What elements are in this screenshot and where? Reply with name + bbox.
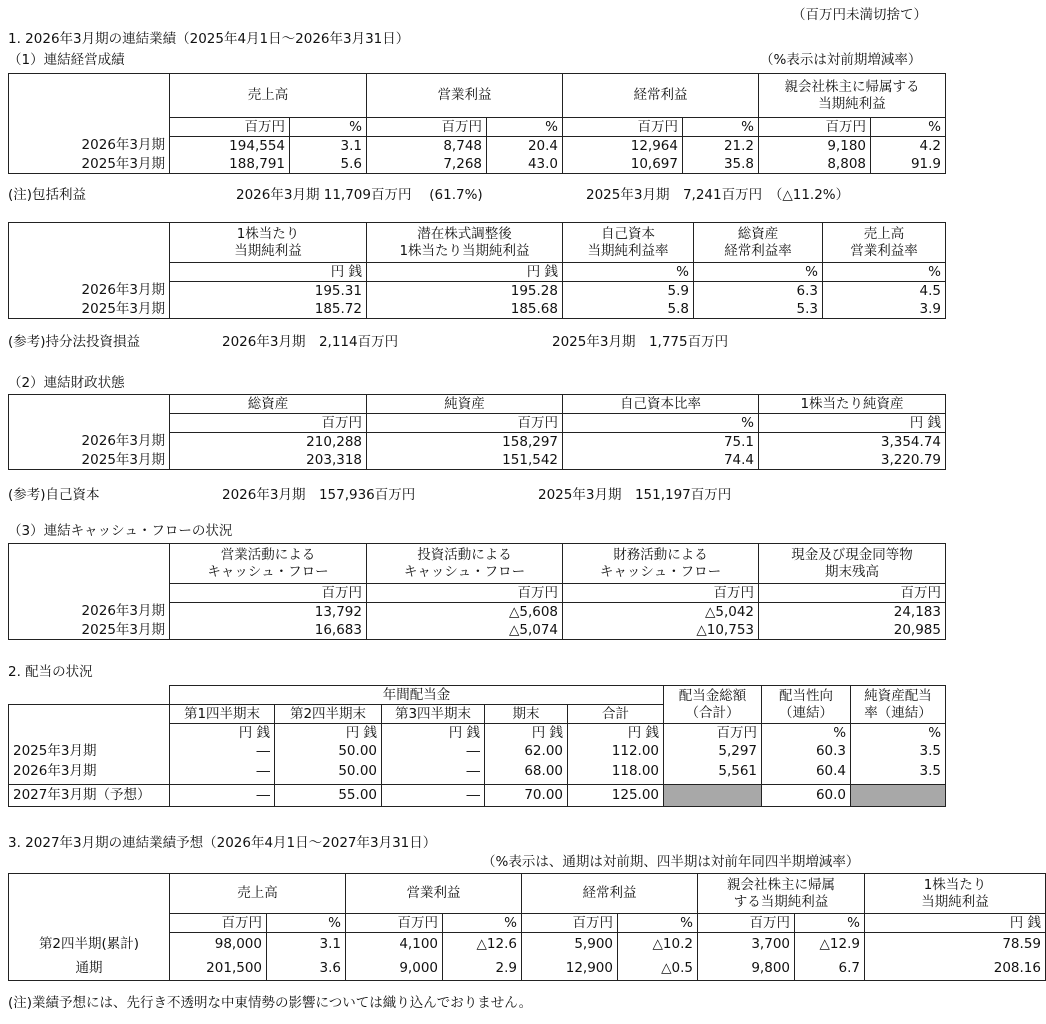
forecast-table (8, 873, 1046, 981)
section-3-title: 3. 2027年3月期の連結業績予想（2026年4月1日～2027年3月31日） (8, 835, 437, 851)
header-annual-dividend: 年間配当金 (170, 686, 664, 705)
header-investing-cf-line1: 投資活動による (417, 546, 512, 563)
value-cell: △5,608 (367, 603, 563, 622)
equity-method-current: 2026年3月期 2,114百万円 (222, 334, 399, 350)
unit-cell: % (443, 914, 522, 933)
value-cell: 5,561 (664, 760, 762, 784)
value-cell: 5.9 (563, 282, 694, 301)
unit-cell: % (694, 263, 823, 282)
value-cell: 3.5 (851, 742, 946, 760)
header-roa-line2: 経常利益率 (724, 242, 792, 259)
value-cell: 78.59 (865, 933, 1046, 957)
header-operating-margin-line1: 売上高 (863, 225, 905, 242)
value-cell: 98,000 (170, 933, 267, 957)
shaded-cell (851, 784, 946, 806)
value-cell: 12,964 (563, 137, 683, 156)
unit-cell: 百万円 (698, 914, 795, 933)
value-cell: 4.5 (823, 282, 946, 301)
unit-cell: % (823, 263, 946, 282)
equity-label: (参考)自己資本 (8, 487, 100, 503)
value-cell: 2.9 (443, 957, 522, 981)
value-cell: 50.00 (275, 742, 382, 760)
value-cell: 6.3 (694, 282, 823, 301)
value-cell: 195.31 (170, 282, 367, 301)
value-cell: 10,697 (563, 155, 683, 174)
unit-cell: 百万円 (170, 414, 367, 433)
value-cell: 185.72 (170, 300, 367, 319)
unit-cell: 百万円 (170, 118, 290, 137)
unit-cell: % (871, 118, 946, 137)
value-cell: 20.4 (487, 137, 563, 156)
header-eps (170, 223, 367, 263)
value-cell: ― (382, 760, 485, 784)
header-total-dividends (664, 686, 762, 724)
row-label: 2025年3月期 (9, 155, 170, 174)
value-cell: 4.2 (871, 137, 946, 156)
value-cell: 6.7 (795, 957, 865, 981)
value-cell: 3.1 (290, 137, 367, 156)
section-3-note: （%表示は、通期は対前期、四半期は対前年同四半期増減率） (482, 854, 860, 870)
header-doe-line2: 率（連結） (864, 704, 932, 721)
unit-cell: 円 銭 (275, 724, 382, 743)
unit-cell: 百万円 (170, 914, 267, 933)
header-q1: 第1四半期末 (170, 705, 275, 724)
header-diluted-eps-line2: 1株当たり当期純利益 (399, 242, 530, 259)
value-cell: 210,288 (170, 433, 367, 452)
section-1a-note: （%表示は対前期増減率） (760, 52, 922, 68)
row-label: 2026年3月期 (9, 137, 170, 156)
unit-label-blank (9, 118, 170, 137)
financial-position-table (8, 394, 946, 470)
row-label: 2025年3月期 (9, 300, 170, 319)
header-diluted-eps-line1: 潜在株式調整後 (417, 225, 512, 242)
value-cell: 3.1 (267, 933, 346, 957)
value-cell: 112.00 (568, 742, 664, 760)
header-q2: 第2四半期末 (275, 705, 382, 724)
value-cell: 24,183 (759, 603, 946, 622)
header-blank (9, 874, 170, 914)
unit-label-blank (9, 414, 170, 433)
equity-method-previous: 2025年3月期 1,775百万円 (552, 334, 729, 350)
header-total-dividends-line1: 配当金総額 (678, 687, 747, 704)
row-label: 通期 (9, 957, 170, 981)
comprehensive-income-label: (注)包括利益 (8, 187, 87, 203)
value-cell: 20,985 (759, 621, 946, 640)
value-cell: 5.8 (563, 300, 694, 319)
value-cell: 194,554 (170, 137, 290, 156)
value-cell: 68.00 (485, 760, 568, 784)
header-eps (865, 874, 1046, 914)
header-doe (851, 686, 946, 724)
value-cell: 195.28 (367, 282, 563, 301)
header-sales: 売上高 (170, 74, 367, 118)
value-cell: 158,297 (367, 433, 563, 452)
header-net-income-line1: 親会社株主に帰属する (784, 78, 920, 95)
section-1-title: 1. 2026年3月期の連結業績（2025年4月1日～2026年3月31日） (8, 31, 410, 47)
header-roe (563, 223, 694, 263)
unit-cell: % (563, 263, 694, 282)
header-roe-line2: 当期純利益率 (587, 242, 669, 259)
unit-cell: 百万円 (170, 584, 367, 603)
header-ordinary-profit: 経常利益 (522, 874, 698, 914)
value-cell: ― (382, 742, 485, 760)
unit-cell: 百万円 (367, 118, 487, 137)
row-label: 2026年3月期 (9, 760, 170, 784)
header-blank (9, 544, 170, 584)
header-blank (9, 686, 170, 705)
value-cell: 62.00 (485, 742, 568, 760)
row-label: 第2四半期(累計) (9, 933, 170, 957)
header-blank (9, 223, 170, 263)
unit-cell: % (795, 914, 865, 933)
unit-cell: 百万円 (367, 414, 563, 433)
value-cell: △12.6 (443, 933, 522, 957)
section-1c-title: （2）連結財政状態 (8, 375, 125, 391)
header-total-assets: 総資産 (170, 395, 367, 414)
value-cell: △5,074 (367, 621, 563, 640)
section-1d-title: （3）連結キャッシュ・フローの状況 (8, 523, 233, 539)
value-cell: 3,354.74 (759, 433, 946, 452)
value-cell: 12,900 (522, 957, 618, 981)
value-cell: 9,800 (698, 957, 795, 981)
unit-note: （百万円未満切捨て） (792, 7, 927, 23)
value-cell: 185.68 (367, 300, 563, 319)
header-equity-ratio: 自己資本比率 (563, 395, 759, 414)
value-cell: 60.0 (762, 784, 851, 806)
header-cash-balance-line2: 期末残高 (825, 563, 879, 580)
value-cell: △10,753 (563, 621, 759, 640)
unit-cell: % (618, 914, 698, 933)
value-cell: 43.0 (487, 155, 563, 174)
operating-results-table (8, 73, 946, 174)
unit-cell: 百万円 (563, 584, 759, 603)
row-label: 2027年3月期（予想） (9, 784, 170, 806)
shaded-cell (664, 784, 762, 806)
unit-label-blank (9, 914, 170, 933)
value-cell: 91.9 (871, 155, 946, 174)
header-total-dividends-line2: （合計） (685, 704, 740, 721)
header-total: 合計 (568, 705, 664, 724)
value-cell: 3,700 (698, 933, 795, 957)
unit-cell: % (683, 118, 759, 137)
header-eps-line2: 当期純利益 (234, 242, 302, 259)
unit-cell: 円 銭 (485, 724, 568, 743)
equity-method-label: (参考)持分法投資損益 (8, 334, 141, 350)
header-diluted-eps (367, 223, 563, 263)
unit-cell: % (487, 118, 563, 137)
value-cell: 50.00 (275, 760, 382, 784)
unit-cell: % (563, 414, 759, 433)
value-cell: 70.00 (485, 784, 568, 806)
header-operating-margin (823, 223, 946, 263)
value-cell: 208.16 (865, 957, 1046, 981)
value-cell: 9,000 (346, 957, 443, 981)
header-financing-cf (563, 544, 759, 584)
value-cell: △12.9 (795, 933, 865, 957)
header-operating-profit: 営業利益 (367, 74, 563, 118)
header-net-income-line2: 当期純利益 (818, 95, 886, 112)
value-cell: 21.2 (683, 137, 759, 156)
header-eps-line2: 当期純利益 (921, 893, 989, 910)
header-payout-ratio-line1: 配当性向 (779, 687, 834, 704)
header-roa-line1: 総資産 (737, 225, 779, 242)
header-cash-balance-line1: 現金及び現金同等物 (791, 546, 913, 563)
unit-cell: 百万円 (367, 584, 563, 603)
value-cell: ― (170, 760, 275, 784)
equity-current: 2026年3月期 157,936百万円 (222, 487, 416, 503)
row-label: 2026年3月期 (9, 603, 170, 622)
row-label: 2026年3月期 (9, 433, 170, 452)
value-cell: ― (170, 742, 275, 760)
header-payout-ratio-line2: （連結） (779, 704, 834, 721)
comprehensive-income-current: 2026年3月期 11,709百万円 (61.7%) (236, 187, 483, 203)
row-label: 2026年3月期 (9, 282, 170, 301)
unit-cell: % (290, 118, 367, 137)
value-cell: △5,042 (563, 603, 759, 622)
header-blank (9, 705, 170, 724)
header-q3: 第3四半期末 (382, 705, 485, 724)
dividends-table (8, 685, 946, 807)
value-cell: 5.3 (694, 300, 823, 319)
row-label: 2025年3月期 (9, 621, 170, 640)
unit-cell: 円 銭 (382, 724, 485, 743)
header-financing-cf-line1: 財務活動による (613, 546, 708, 563)
value-cell: 9,180 (759, 137, 871, 156)
header-payout-ratio (762, 686, 851, 724)
unit-cell: 百万円 (522, 914, 618, 933)
unit-cell: 円 銭 (568, 724, 664, 743)
value-cell: 3.5 (851, 760, 946, 784)
value-cell: 4,100 (346, 933, 443, 957)
value-cell: ― (170, 784, 275, 806)
value-cell: 188,791 (170, 155, 290, 174)
unit-cell: 円 銭 (170, 724, 275, 743)
header-operating-cf (170, 544, 367, 584)
header-net-income (698, 874, 865, 914)
value-cell: △10.2 (618, 933, 698, 957)
header-blank (9, 395, 170, 414)
value-cell: 3.9 (823, 300, 946, 319)
header-blank (9, 74, 170, 118)
unit-cell: 百万円 (759, 118, 871, 137)
unit-cell: % (762, 724, 851, 743)
value-cell: 5,297 (664, 742, 762, 760)
value-cell: 125.00 (568, 784, 664, 806)
value-cell: 55.00 (275, 784, 382, 806)
value-cell: 8,748 (367, 137, 487, 156)
value-cell: 16,683 (170, 621, 367, 640)
header-investing-cf (367, 544, 563, 584)
forecast-footnote: (注)業績予想には、先行き不透明な中東情勢の影響については織り込んでおりません。 (8, 995, 533, 1011)
header-net-income-line1: 親会社株主に帰属 (727, 876, 835, 893)
value-cell: 8,808 (759, 155, 871, 174)
value-cell: 74.4 (563, 451, 759, 470)
unit-cell: 百万円 (759, 584, 946, 603)
header-bps: 1株当たり純資産 (759, 395, 946, 414)
header-sales: 売上高 (170, 874, 346, 914)
value-cell: 13,792 (170, 603, 367, 622)
header-net-assets: 純資産 (367, 395, 563, 414)
unit-cell: 百万円 (563, 118, 683, 137)
header-financing-cf-line2: キャッシュ・フロー (599, 563, 722, 580)
cash-flow-table (8, 543, 946, 640)
value-cell: △0.5 (618, 957, 698, 981)
row-label: 2025年3月期 (9, 742, 170, 760)
header-net-income-line2: する当期純利益 (733, 893, 829, 910)
header-doe-line1: 純資産配当 (864, 687, 932, 704)
value-cell: 3.6 (267, 957, 346, 981)
unit-cell: % (851, 724, 946, 743)
unit-cell: % (267, 914, 346, 933)
value-cell: 203,318 (170, 451, 367, 470)
value-cell: 5,900 (522, 933, 618, 957)
header-eps-line1: 1株当たり (923, 876, 987, 893)
value-cell: ― (382, 784, 485, 806)
header-operating-margin-line2: 営業利益率 (850, 242, 918, 259)
header-operating-cf-line1: 営業活動による (220, 546, 316, 563)
unit-label-blank (9, 263, 170, 282)
comprehensive-income-previous: 2025年3月期 7,241百万円 （△11.2%） (586, 187, 850, 203)
header-cash-balance (759, 544, 946, 584)
header-investing-cf-line2: キャッシュ・フロー (403, 563, 526, 580)
value-cell: 35.8 (683, 155, 759, 174)
header-roa (694, 223, 823, 263)
value-cell: 201,500 (170, 957, 267, 981)
header-eps-line1: 1株当たり (236, 225, 300, 242)
header-operating-profit: 営業利益 (346, 874, 522, 914)
value-cell: 118.00 (568, 760, 664, 784)
header-year-end: 期末 (485, 705, 568, 724)
unit-label-blank (9, 724, 170, 743)
per-share-ratios-table (8, 222, 946, 319)
section-1a-title: （1）連結経営成績 (8, 52, 125, 68)
value-cell: 75.1 (563, 433, 759, 452)
unit-cell: 円 銭 (865, 914, 1046, 933)
value-cell: 60.4 (762, 760, 851, 784)
unit-label-blank (9, 584, 170, 603)
unit-cell: 百万円 (664, 724, 762, 743)
value-cell: 151,542 (367, 451, 563, 470)
row-label: 2025年3月期 (9, 451, 170, 470)
value-cell: 60.3 (762, 742, 851, 760)
unit-cell: 円 銭 (759, 414, 946, 433)
value-cell: 5.6 (290, 155, 367, 174)
header-roe-line1: 自己資本 (601, 225, 655, 242)
equity-previous: 2025年3月期 151,197百万円 (538, 487, 732, 503)
header-ordinary-profit: 経常利益 (563, 74, 759, 118)
unit-cell: 円 銭 (367, 263, 563, 282)
header-operating-cf-line2: キャッシュ・フロー (207, 563, 329, 580)
header-net-income (759, 74, 946, 118)
value-cell: 7,268 (367, 155, 487, 174)
value-cell: 3,220.79 (759, 451, 946, 470)
section-2-title: 2. 配当の状況 (8, 664, 93, 680)
unit-cell: 百万円 (346, 914, 443, 933)
unit-cell: 円 銭 (170, 263, 367, 282)
